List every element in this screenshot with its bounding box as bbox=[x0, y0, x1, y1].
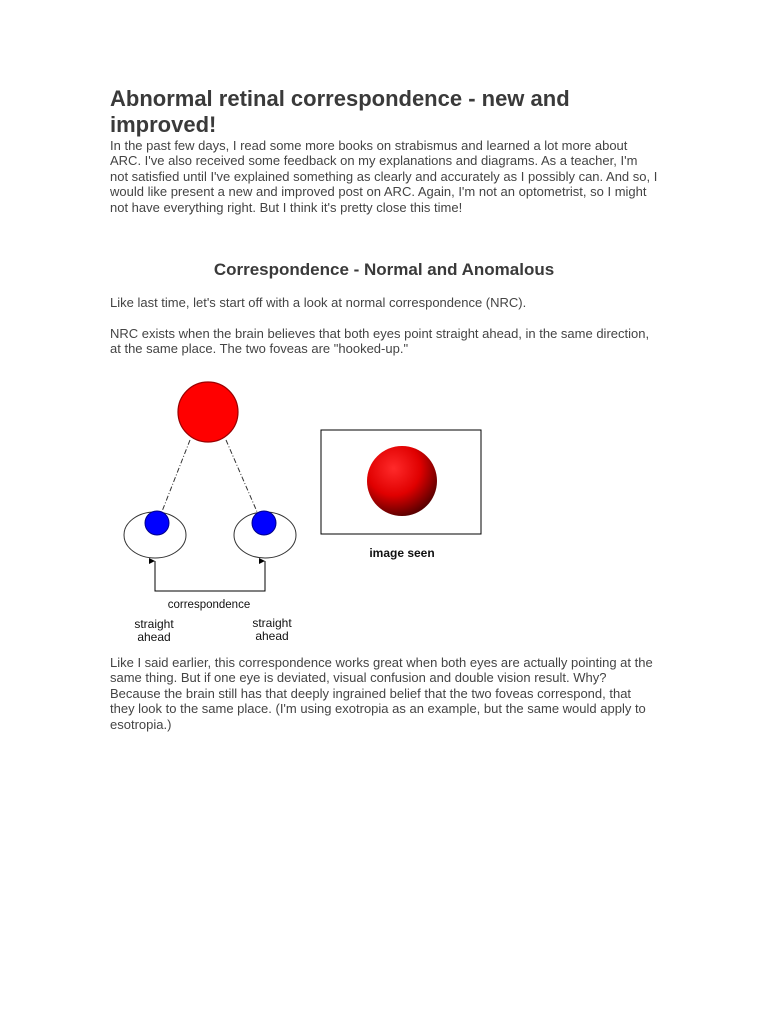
right-line-of-sight bbox=[226, 440, 258, 514]
correspondence-connector bbox=[155, 561, 265, 591]
left-pupil bbox=[145, 511, 169, 535]
article-title: Abnormal retinal correspondence - new and improved! bbox=[110, 86, 570, 137]
left-straight-ahead-line2: ahead bbox=[137, 630, 171, 644]
section-heading: Correspondence - Normal and Anomalous bbox=[213, 260, 555, 279]
seen-ball bbox=[367, 446, 437, 516]
paragraph-like-i-said: Like I said earlier, this correspondence works great when both eyes are actually pointing at the same thing. But if one eye is deviated, visual confusion and double vision result. Why? Because the brain still has that deeply ingrained belief that the two foveas correspond, that they look to the same place. (I'm using exotropia as an example, but the same would apply to esotropia.) bbox=[110, 655, 653, 732]
right-pupil bbox=[252, 511, 276, 535]
paragraph-nrc: NRC exists when the brain believes that both eyes point straight ahead, in the same direction, at the same place. The two foveas are "hooked-up." bbox=[110, 326, 650, 357]
intro-paragraph: In the past few days, I read some more books on strabismus and learned a lot more about ARC. I've also received some feedback on my explanations and diagrams. As a teacher, I'm not satisfied until I've explained something as clearly and accurately as I possibly can. And so, I would like present a new and improved post on ARC. Again, I'm not an optometrist, so I might not have everything right. But I think it's pretty close this time! bbox=[110, 138, 658, 215]
right-straight-ahead-line1: straight bbox=[252, 616, 292, 630]
image-seen-label: image seen bbox=[369, 546, 435, 560]
left-straight-ahead-line1: straight bbox=[134, 617, 174, 631]
correspondence-label: correspondence bbox=[167, 599, 251, 611]
left-line-of-sight bbox=[161, 440, 190, 514]
target-ball bbox=[178, 382, 238, 442]
paragraph-like-last-time: Like last time, let's start off with a look at normal correspondence (NRC). bbox=[110, 295, 527, 310]
right-straight-ahead-line2: ahead bbox=[255, 629, 289, 643]
nrc-diagram bbox=[110, 375, 490, 650]
